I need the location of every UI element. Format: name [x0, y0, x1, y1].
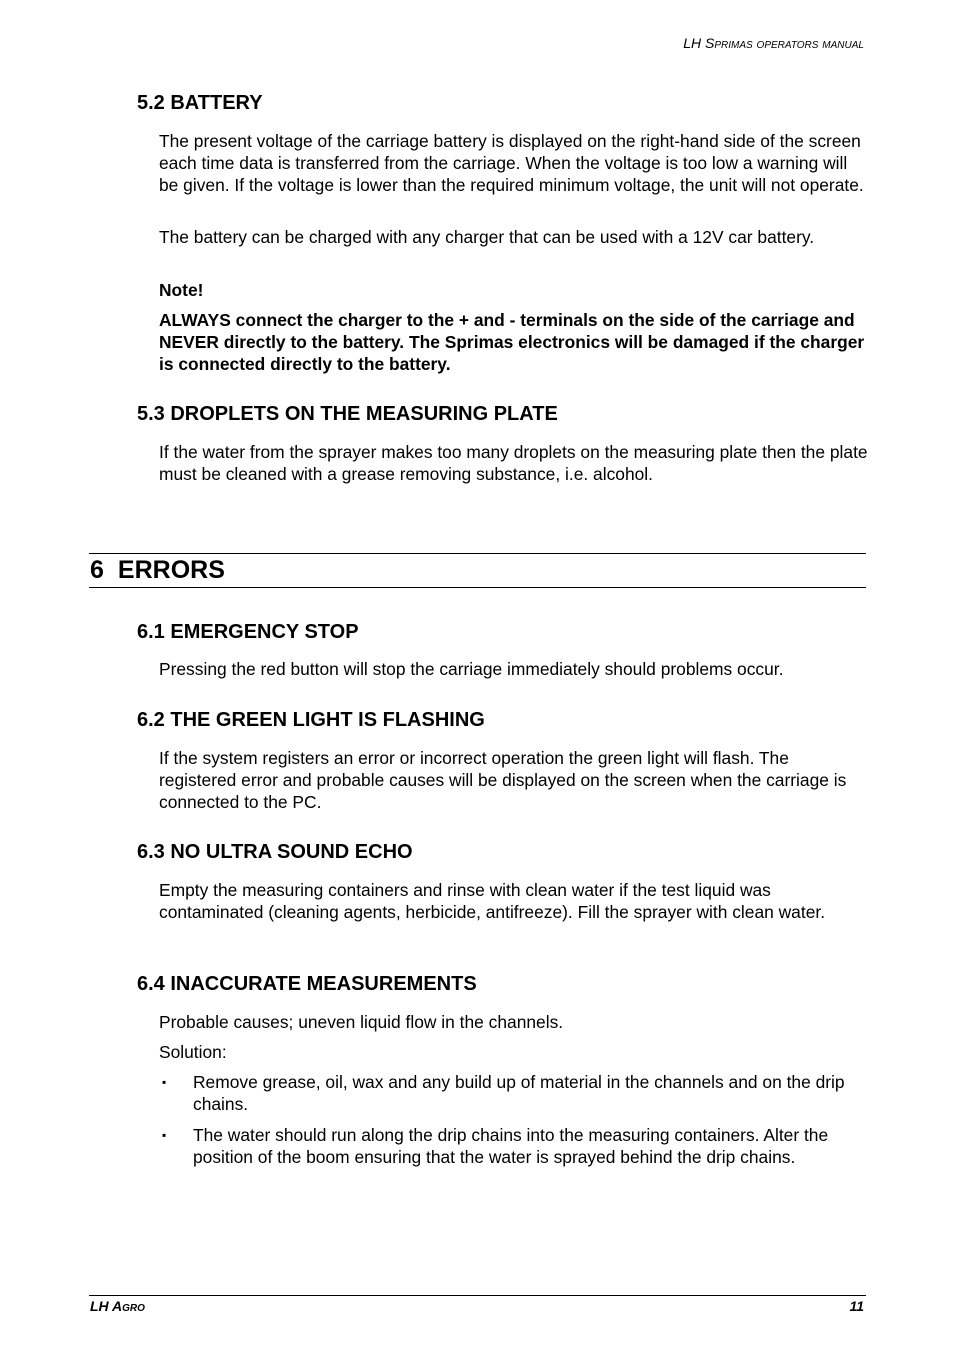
- paragraph: If the water from the sprayer makes too many droplets on the measuring plate then the plate must be cleaned with a grease removing substance, i.e. alcohol.: [159, 442, 868, 484]
- bullet-marker: ▪: [162, 1075, 167, 1089]
- section-heading-5-2: 5.2 BATTERY: [137, 92, 263, 114]
- bullet-marker: ▪: [162, 1128, 167, 1142]
- note-text: ALWAYS connect the charger to the + and - terminals on the side of the carriage and NEVER directly to the battery. The Sprimas electronics will be damaged if the charger is connected directly to the battery.: [159, 310, 865, 374]
- running-header: LH Sprimas operators manual: [683, 35, 864, 51]
- section-heading-6-1: 6.1 EMERGENCY STOP: [137, 621, 359, 643]
- paragraph: Pressing the red button will stop the carriage immediately should problems occur.: [159, 659, 784, 679]
- chapter-rule-bottom: [89, 587, 866, 588]
- list-item: Remove grease, oil, wax and any build up of material in the channels and on the drip chains.: [193, 1072, 845, 1114]
- section-heading-6-4: 6.4 INACCURATE MEASUREMENTS: [137, 973, 477, 995]
- section-heading-5-3: 5.3 DROPLETS ON THE MEASURING PLATE: [137, 403, 558, 425]
- chapter-heading: [90, 555, 225, 585]
- chapter-number: 6: [90, 556, 104, 584]
- paragraph: Empty the measuring containers and rinse with clean water if the test liquid was contaminated (cleaning agents, herbicide, antifreeze). Fill the sprayer with clean water.: [159, 880, 826, 922]
- paragraph: Solution:: [159, 1042, 227, 1062]
- footer-rule: [89, 1295, 866, 1296]
- chapter-rule-top: [89, 553, 866, 554]
- section-heading-6-2: 6.2 THE GREEN LIGHT IS FLASHING: [137, 709, 485, 731]
- paragraph: Probable causes; uneven liquid flow in the channels.: [159, 1012, 564, 1032]
- paragraph: The battery can be charged with any charger that can be used with a 12V car battery.: [159, 227, 815, 247]
- chapter-title: ERRORS: [117, 556, 225, 584]
- footer-company: LH Agro: [90, 1298, 145, 1314]
- note-label: Note!: [159, 280, 204, 300]
- section-heading-6-3: 6.3 NO ULTRA SOUND ECHO: [137, 841, 413, 863]
- list-item: The water should run along the drip chains into the measuring containers. Alter the position of the boom ensuring that the water is sprayed behind the drip chains.: [193, 1125, 829, 1167]
- paragraph: The present voltage of the carriage battery is displayed on the right-hand side of the screen each time data is transferred from the carriage. When the voltage is too low a warning will be given. If the voltage is lower than the required minimum voltage, the unit will not operate.: [159, 131, 864, 195]
- paragraph: If the system registers an error or incorrect operation the green light will flash. The registered error and probable causes will be displayed on the screen when the carriage is connected to the PC.: [159, 748, 847, 812]
- page-number: 11: [849, 1298, 864, 1314]
